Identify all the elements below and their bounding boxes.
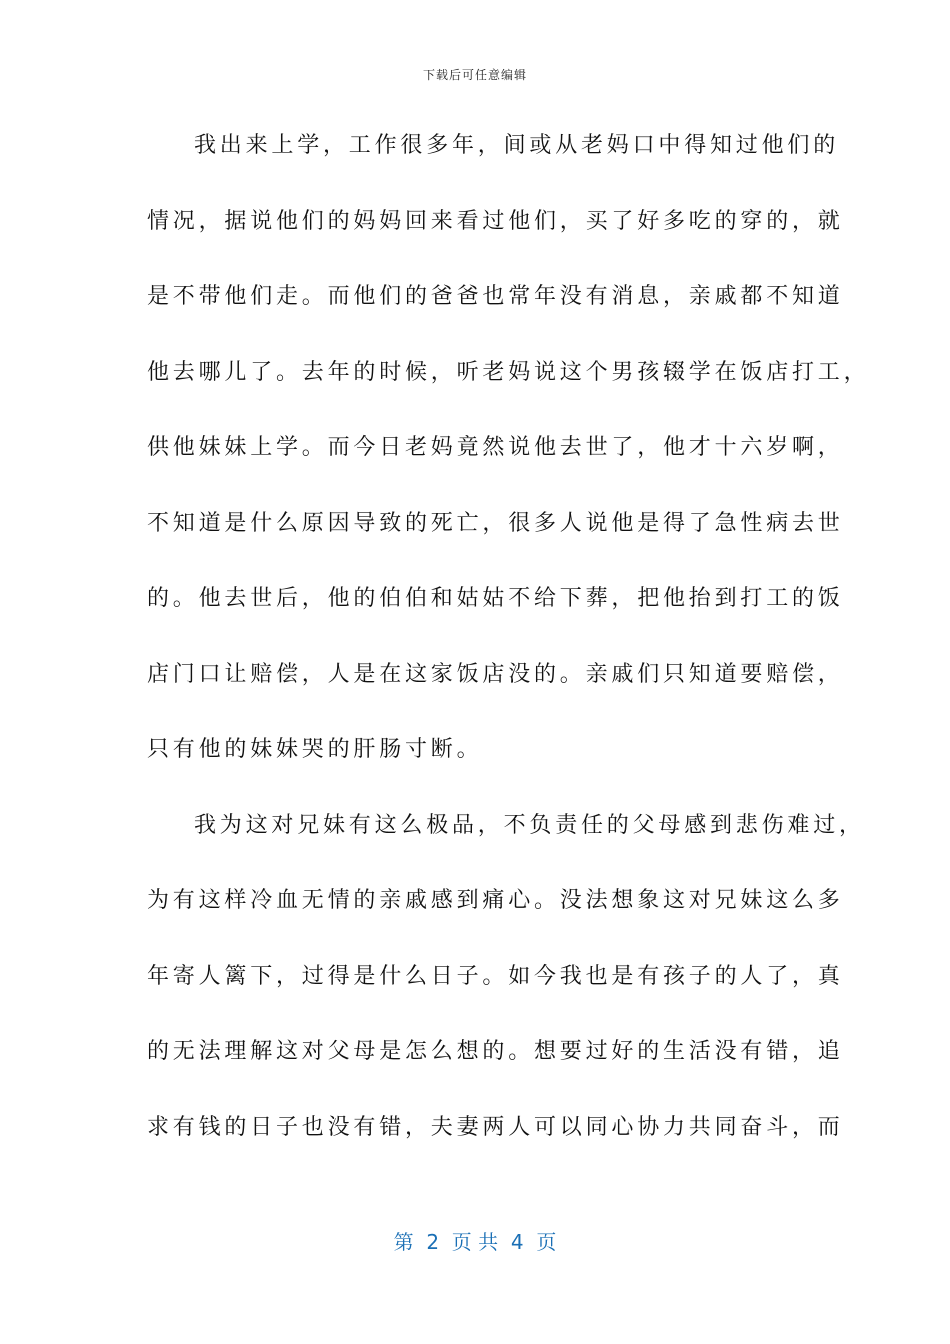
text-line-6: 不知道是什么原因导致的死亡，很多人说他是得了急性病去世 <box>147 510 844 536</box>
text-line-14: 求有钱的日子也没有错，夫妻两人可以同心协力共同奋斗，而 <box>147 1114 844 1140</box>
text-line-1: 我出来上学，工作很多年，间或从老妈口中得知过他们的 <box>194 133 840 158</box>
text-line-3: 是不带他们走。而他们的爸爸也常年没有消息，亲戚都不知道 <box>147 284 844 309</box>
text-line-13: 的无法理解这对父母是怎么想的。想要过好的生活没有错，追 <box>147 1039 844 1064</box>
text-line-4: 他去哪儿了。去年的时候，听老妈说这个男孩辍学在饭店打工， <box>147 359 870 385</box>
text-line-11: 为有这样冷血无情的亲戚感到痛心。没法想象这对兄妹这么多 <box>147 888 844 913</box>
page-header: 下载后可任意编辑 <box>422 68 527 82</box>
text-line-2: 情况，据说他们的妈妈回来看过他们，买了好多吃的穿的，就 <box>147 208 844 234</box>
text-line-9: 只有他的妹妹哭的肝肠寸断。 <box>147 737 483 762</box>
text-line-5: 供他妹妹上学。而今日老妈竟然说他去世了，他才十六岁啊， <box>147 435 844 460</box>
text-line-7: 的。他去世后，他的伯伯和姑姑不给下葬，把他抬到打工的饭 <box>147 586 844 611</box>
page-number-footer: 第 2 页 共 4 页 <box>393 1230 557 1254</box>
text-line-12: 年寄人篱下，过得是什么日子。如今我也是有孩子的人了，真 <box>147 963 844 989</box>
document-body <box>147 128 870 1185</box>
text-line-10: 我为这对兄妹有这么极品，不负责任的父母感到悲伤难过， <box>194 812 865 838</box>
text-line-8: 店门口让赔偿，人是在这家饭店没的。亲戚们只知道要赔偿， <box>147 661 844 687</box>
